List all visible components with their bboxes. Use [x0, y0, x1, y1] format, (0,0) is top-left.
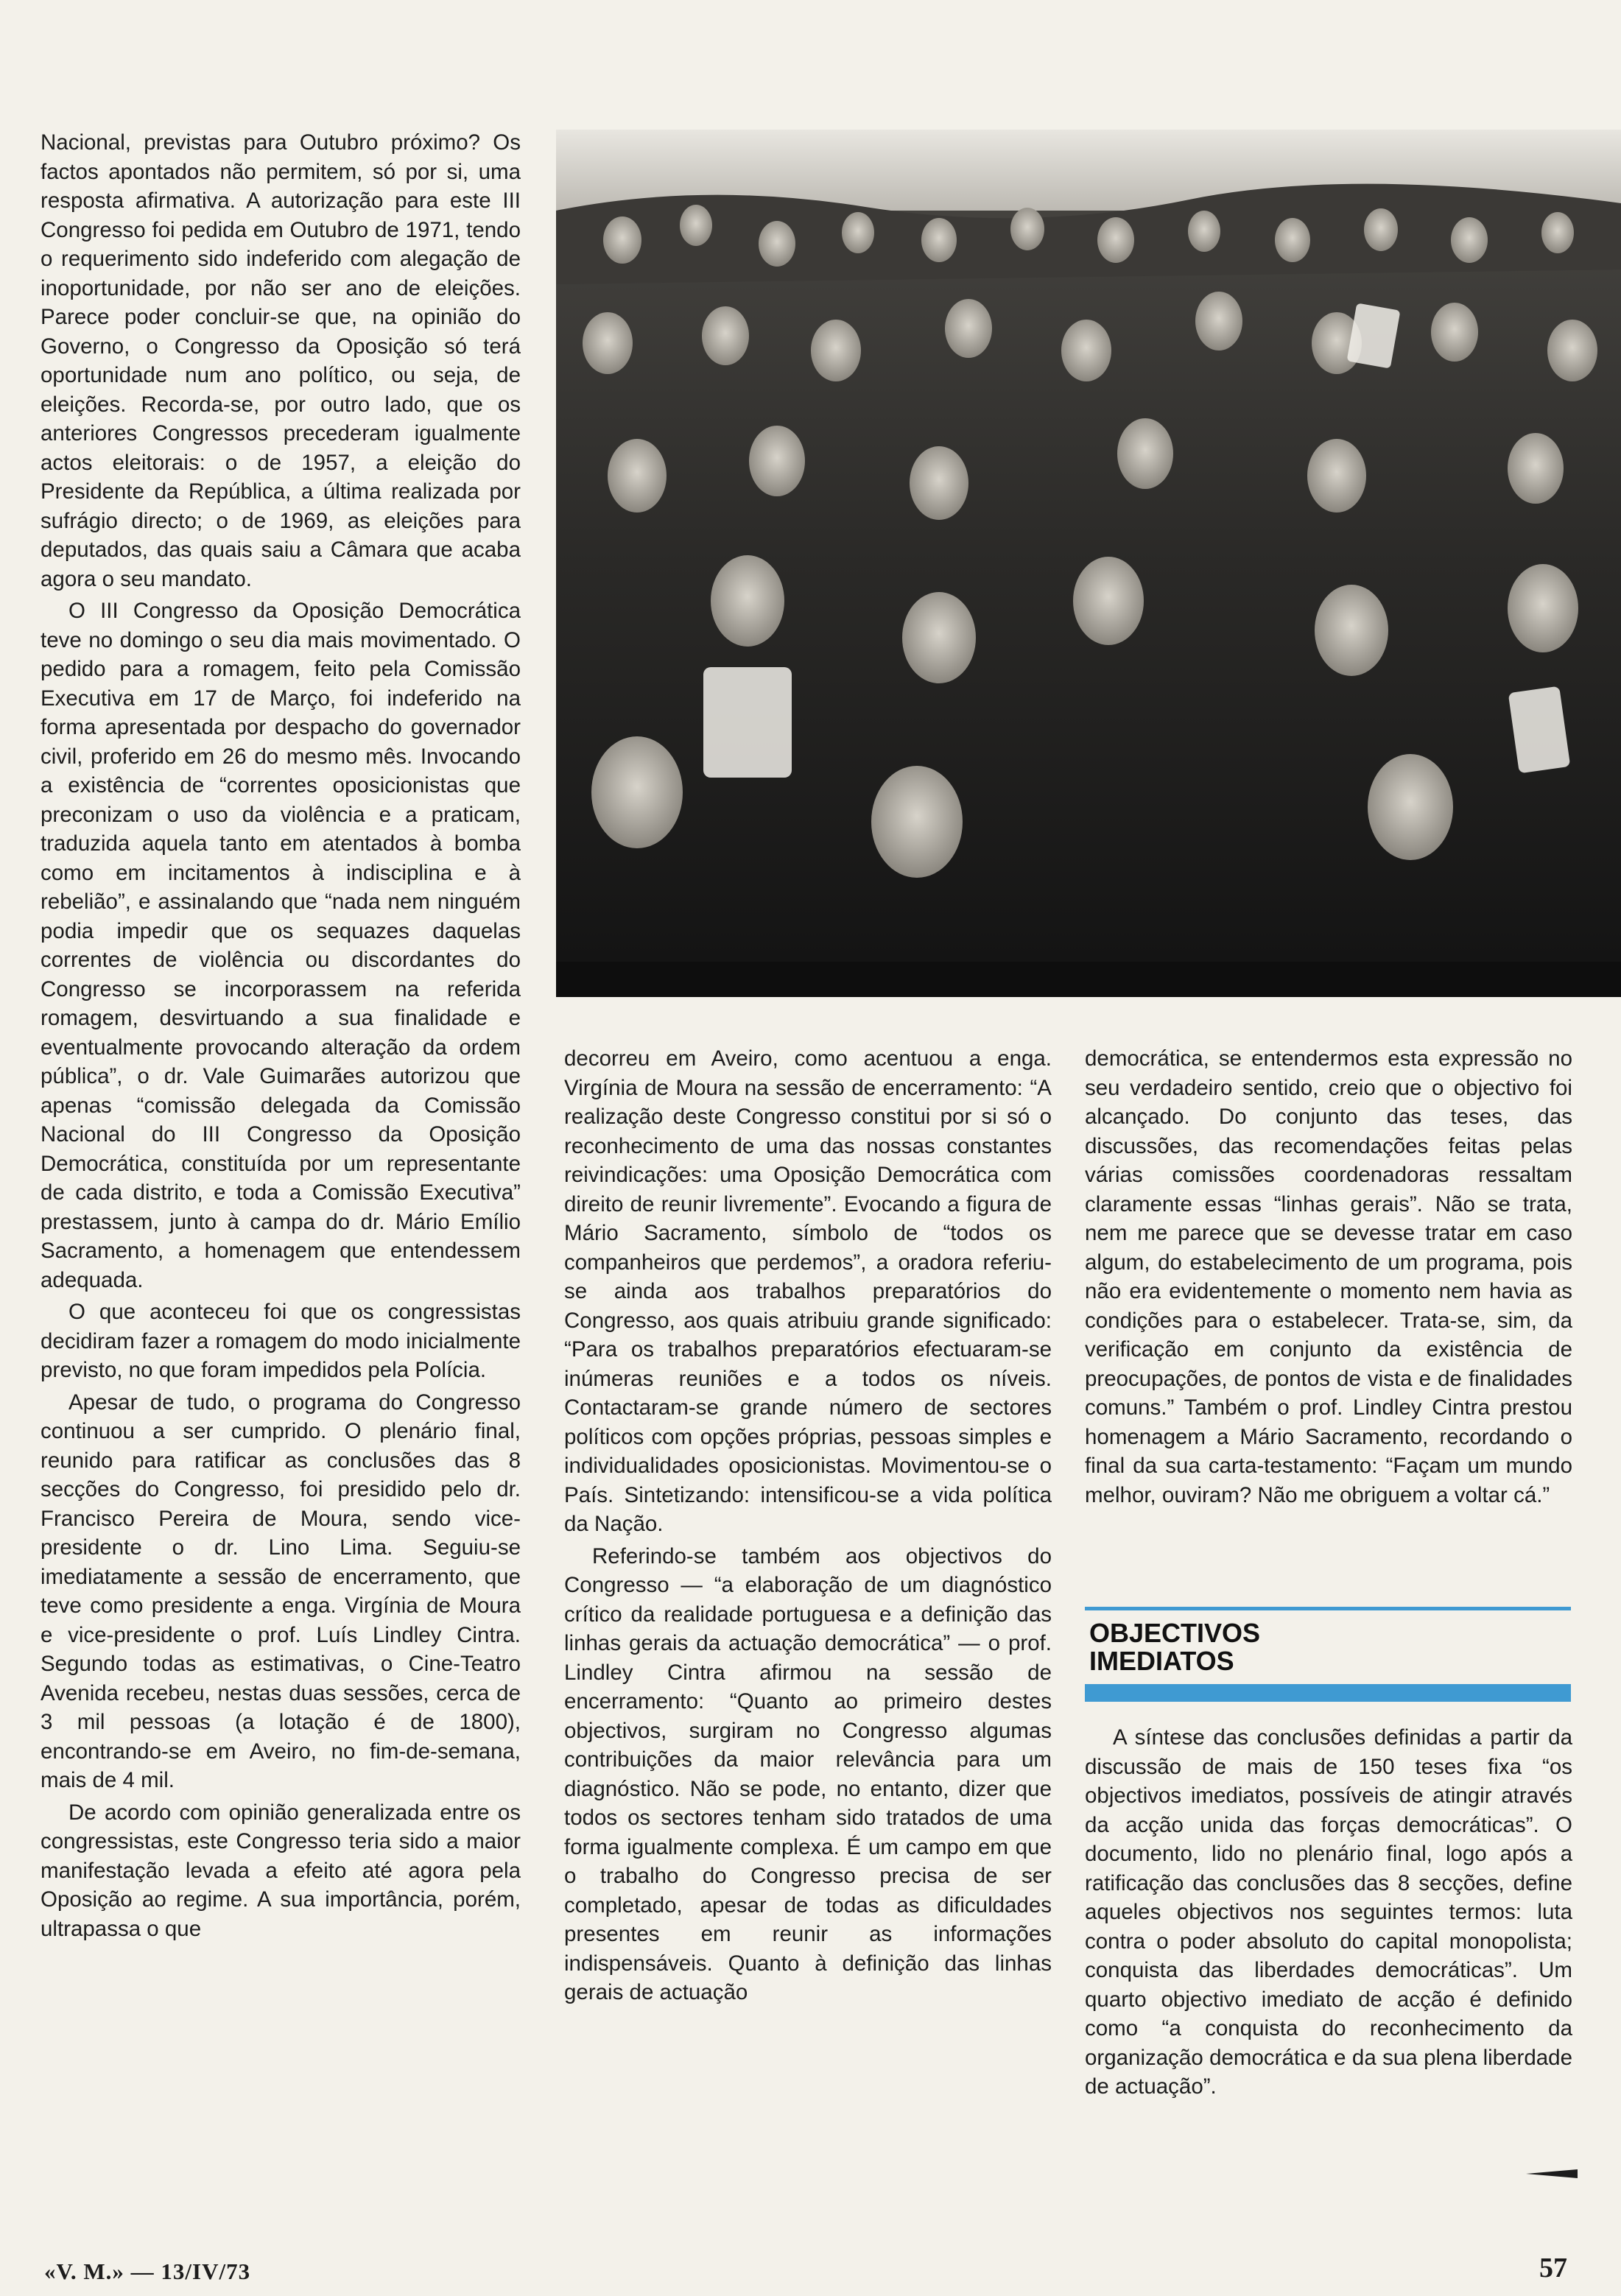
- paragraph: decorreu em Aveiro, como acentuou a enga. Virgínia de Moura na sessão de encerramento: “A realização deste Congresso constitui por si só o reconhecimento de uma das nossas constantes reivindicações: uma Oposição Democrática com direito de reunir livremente”. Evocando a figura de Mário Sacramento, símbolo de “todos os companheiros que perdemos”, a oradora referiu-se ainda aos trabalhos preparatórios do Congresso, aos quais atribuiu grande significado: “Para os trabalhos preparatórios efectuaram-se inúmeras reuniões e a todos os níveis. Contactaram-se grande número de sectores políticos com opções próprias, pessoas simples e individualidades oposicionistas. Movimentou-se o País. Sintetizando: intensificou-se a vida política da Nação.: [564, 1046, 1052, 1536]
- paragraph: O III Congresso da Oposição Democrática teve no domingo o seu dia mais movimentado. O pedido para a romagem, feito pela Comissão Executiva em 17 de Março, foi indeferido na forma apresentada por despacho do governador civil, proferido em 26 do mesmo mês. Invocando a existência de “correntes oposicionistas que preconizam o uso da violência e a praticam, traduzida aquela tanto em atentados à bomba como em incitamentos à indisciplina e à rebelião”, e assinalando que “nada nem ninguém podia impedir que os sequazes daquelas correntes de violência ou discordantes do Congresso se incorporassem na referida romagem, desvirtuando a sua finalidade e eventualmente provocando alteração da ordem pública”, o dr. Vale Guimarães autorizou que apenas “comissão delegada da Comissão Nacional do III Congresso da Oposição Democrática, constituída por um representante de cada distrito, e toda a Comissão Executiva” prestassem, junto à campa do dr. Mário Emílio Sacramento, a homenagem que entendessem adequada.: [41, 599, 521, 1292]
- paragraph: Apesar de tudo, o programa do Congresso continuou a ser cumprido. O plenário final, reunido para ratificar as conclusões das 8 secções do Congresso, foi presidido pelo dr. Francisco Pereira de Moura, sendo vice-presidente o dr. Lino Lima. Seguiu-se imediatamente a sessão de encerramento, que teve como presidente a enga. Virgínia de Moura e vice-presidente o prof. Luís Lindley Cintra. Segundo todas as estimativas, o Cine-Teatro Avenida recebeu, nestas duas sessões, cerca de 3 mil pessoas (a lotação é de 1800), encontrando-se em Aveiro, no fim-de-semana, mais de 4 mil.: [41, 1390, 521, 1792]
- right-column-text: [1085, 1044, 1572, 1510]
- section-heading-line1: OBJECTIVOS: [1089, 1618, 1261, 1648]
- section-heading-rule: [1085, 1684, 1571, 1702]
- article-column-middle: [564, 1044, 1052, 2007]
- paragraph: Nacional, previstas para Outubro próximo? Os factos apontados não permitem, só por si, uma resposta afirmativa. A autorização para este III Congresso foi pedida em Outubro de 1971, tendo o requerimento sido indeferido com alegação de inoportunidade, por não ser ano de eleições. Parece poder concluir-se que, na opinião do Governo, o Congresso da Oposição só terá oportunidade num ano político, ou seja, de eleições. Recorda-se, por outro lado, que os anteriores Congressos precederam igualmente actos eleitorais: o de 1957, a eleição do Presidente da República, a última realizada por sufrágio directo; o de 1969, as eleições para deputados, das quais saiu a Câmara que acaba agora o seu mandato.: [41, 130, 521, 591]
- issue-date-footer: «V. M.» — 13/IV/73: [44, 2258, 251, 2284]
- section-body-text: [1085, 1723, 1572, 2102]
- paragraph: De acordo com opinião generalizada entre os congressistas, este Congresso teria sido a maior manifestação levada a efeito até agora pela Oposição ao regime. A sua importância, porém, ultrapassa o que: [41, 1800, 521, 1941]
- article-continues-arrow-icon: [1526, 2169, 1578, 2178]
- paragraph: A síntese das conclusões definidas a partir da discussão de mais de 150 teses fixa “os objectivos imediatos, possíveis de atingir através da acção unida das forças democráticas”. O documento, lido no plenário final, logo após a ratificação das conclusões das 8 secções, define aqueles objectivos nos seguintes termos: luta contra o poder absoluto do capital monopolista; conquista das liberdades democráticas”. Um quarto objectivo imediato de acção é definido como “a conquista do reconhecimento da organização democrática e da sua plena liberdade de actuação”.: [1085, 1725, 1572, 2099]
- paragraph: O que aconteceu foi que os congressistas decidiram fazer a romagem do modo inicialmente previsto, no que foram impedidos pela Polícia.: [41, 1300, 521, 1382]
- article-column-right: [1085, 1044, 1572, 1510]
- paragraph: Referindo-se também aos objectivos do Congresso — “a elaboração de um diagnóstico crítico da realidade portuguesa e a definição das linhas gerais da actuação democrática” — o prof. Lindley Cintra afirmou na sessão de encerramento: “Quanto ao primeiro destes objectivos, surgiram no Congresso algumas contribuições da maior relevância para um diagnóstico. Não se pode, no entanto, dizer que todos os sectores tenham sido tratados de uma forma igualmente complexa. É um campo em que o trabalho do Congresso precisa de ser completado, apesar de todas as dificuldades presentes em reunir as informações indispensáveis. Quanto à definição das linhas gerais de actuação: [564, 1543, 1052, 2004]
- page-number: 57: [1539, 2253, 1567, 2283]
- section-heading-block: [1085, 1607, 1571, 1702]
- congress-audience-photo: [556, 130, 1621, 997]
- section-heading-line2: IMEDIATOS: [1089, 1646, 1234, 1676]
- paragraph: democrática, se entendermos esta expressão no seu verdadeiro sentido, creio que o objectivo foi alcançado. Do conjunto das teses, das discussões, das recomendações feitas pelas várias comissões coordenadoras ressaltam claramente essas “linhas gerais”. Não se trata, nem me parece que se devesse tratar em caso algum, do estabelecimento de um programa, pois não era evidentemente o momento nem havia as condições para o estabelecer. Trata-se, sim, da verificação em conjunto da existência de preocupações, de pontos de vista e de finalidades comuns.” Também o prof. Lindley Cintra prestou homenagem a Mário Sacramento, recordando o final da sua carta-testamento: “Façam um mundo melhor, ouviram? Não me obriguem a voltar cá.”: [1085, 1046, 1572, 1507]
- section-heading: [1089, 1619, 1571, 1675]
- article-column-left: [41, 128, 521, 1943]
